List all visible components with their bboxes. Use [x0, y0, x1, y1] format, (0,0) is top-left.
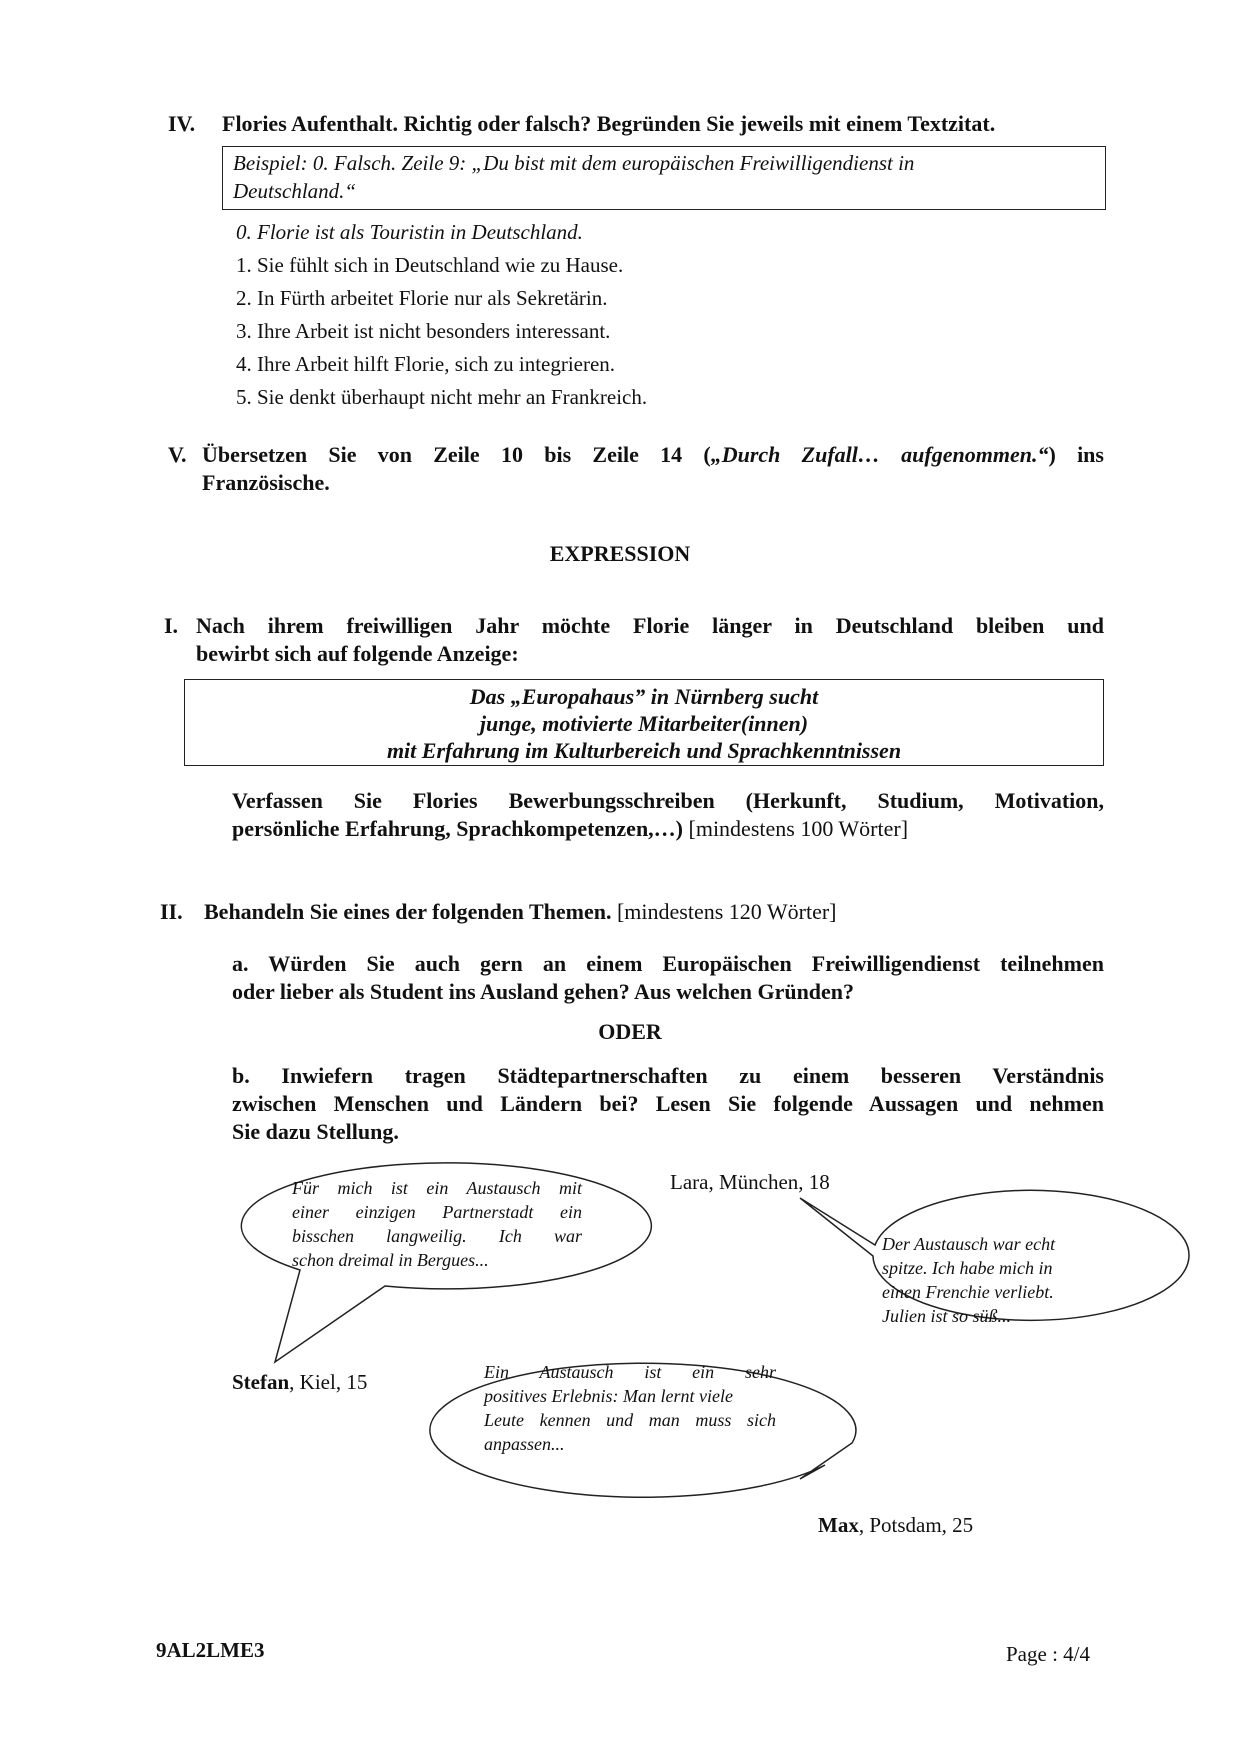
task-line-1: Verfassen Sie Flories Bewerbungsschreiben (Herkunft, Studium, Motivation,	[232, 788, 1104, 813]
task-line-2-bold: persönliche Erfahrung, Sprachkompetenzen,…)	[232, 816, 683, 841]
statement-item-3: 3. Ihre Arbeit ist nicht besonders interessant.	[236, 319, 611, 343]
expression-ii-title-bold: Behandeln Sie eines der folgenden Themen.	[204, 899, 612, 924]
max-info: , Potsdam, 25	[858, 1513, 974, 1537]
stefan-quote-line-1: Für mich ist ein Austausch mit	[292, 1178, 582, 1198]
oder-label: ODER	[598, 1019, 662, 1044]
footer-page: Page : 4/4	[1006, 1642, 1090, 1666]
option-a-line-1: a. Würden Sie auch gern an einem Europäischen Freiwilligendienst teilnehmen	[232, 951, 1104, 976]
lara-attribution	[670, 1168, 830, 1196]
section-v-line-2: Französische.	[202, 470, 330, 495]
lara-name: Lara	[670, 1170, 709, 1194]
max-name: Max	[818, 1513, 859, 1537]
stefan-info: , Kiel, 15	[289, 1370, 368, 1394]
section-v-quote: „Durch Zufall… aufgenommen.“	[710, 442, 1049, 467]
expression-ii-title-normal: [mindestens 120 Wörter]	[611, 899, 837, 924]
lara-info: , München, 18	[708, 1170, 830, 1194]
stefan-quote-line-3: bisschen langweilig. Ich war	[292, 1226, 582, 1246]
option-b-line-3: Sie dazu Stellung.	[232, 1119, 399, 1144]
expression-i-line-1: Nach ihrem freiwilligen Jahr möchte Florie länger in Deutschland bleiben und	[196, 613, 1104, 638]
stefan-attribution	[232, 1368, 367, 1396]
section-iv-number: IV.	[168, 111, 196, 136]
section-iv-title: Flories Aufenthalt. Richtig oder falsch? Begründen Sie jeweils mit einem Textzitat.	[222, 111, 996, 136]
max-quote-line-3: Leute kennen und man muss sich	[484, 1410, 776, 1430]
statement-item-4: 4. Ihre Arbeit hilft Florie, sich zu integrieren.	[236, 352, 616, 376]
lara-quote-line-1: Der Austausch war echt	[882, 1234, 1056, 1254]
option-a-line-2: oder lieber als Student ins Ausland gehen? Aus welchen Gründen?	[232, 979, 855, 1004]
example-line-1: Beispiel: 0. Falsch. Zeile 9: „Du bist mit dem europäischen Freiwilligendienst in	[233, 151, 915, 175]
ad-line-1: Das „Europahaus” in Nürnberg sucht	[469, 684, 819, 709]
expression-ii-number: II.	[160, 899, 183, 924]
option-b-line-2: zwischen Menschen und Ländern bei? Lesen Sie folgende Aussagen und nehmen	[232, 1091, 1104, 1116]
statement-item-2: 2. In Fürth arbeitet Florie nur als Sekretärin.	[236, 286, 608, 310]
lara-quote-line-2: spitze. Ich habe mich in	[882, 1258, 1053, 1278]
max-quote-line-2: positives Erlebnis: Man lernt viele	[484, 1386, 733, 1406]
max-quote-line-4: anpassen...	[484, 1434, 565, 1454]
stefan-quote-line-4: schon dreimal in Bergues...	[292, 1250, 489, 1270]
stefan-quote	[292, 1176, 582, 1272]
stefan-name: Stefan	[232, 1370, 290, 1394]
lara-quote-line-3: einen Frenchie verliebt.	[882, 1282, 1054, 1302]
statement-item-0: 0. Florie ist als Touristin in Deutschland.	[236, 220, 583, 244]
lara-quote-line-4: Julien ist so süß...	[882, 1306, 1011, 1326]
task-line-2-normal: [mindestens 100 Wörter]	[683, 816, 909, 841]
max-attribution	[818, 1511, 973, 1539]
expression-i-line-2: bewirbt sich auf folgende Anzeige:	[196, 641, 519, 666]
ad-line-3: mit Erfahrung im Kulturbereich und Sprachkenntnissen	[386, 738, 902, 763]
expression-i-number: I.	[164, 613, 179, 638]
expression-heading: EXPRESSION	[549, 541, 691, 566]
section-v-text-b: ) ins	[1048, 442, 1104, 467]
option-b-line-1: b. Inwiefern tragen Städtepartnerschaften zu einem besseren Verständnis	[232, 1063, 1104, 1088]
stefan-quote-line-2: einer einzigen Partnerstadt ein	[292, 1202, 582, 1222]
footer-code: 9AL2LME3	[156, 1638, 265, 1662]
max-quote	[484, 1360, 776, 1456]
statement-item-1: 1. Sie fühlt sich in Deutschland wie zu Hause.	[236, 253, 624, 277]
statement-item-5: 5. Sie denkt überhaupt nicht mehr an Frankreich.	[236, 385, 648, 409]
max-quote-line-1: Ein Austausch ist ein sehr	[484, 1362, 776, 1382]
section-v-text-a: Übersetzen Sie von Zeile 10 bis Zeile 14 (	[202, 442, 711, 467]
ad-line-2: junge, motivierte Mitarbeiter(innen)	[479, 711, 809, 736]
section-v-number: V.	[168, 442, 187, 467]
lara-quote	[882, 1232, 1102, 1328]
example-line-2: Deutschland.“	[233, 179, 357, 203]
